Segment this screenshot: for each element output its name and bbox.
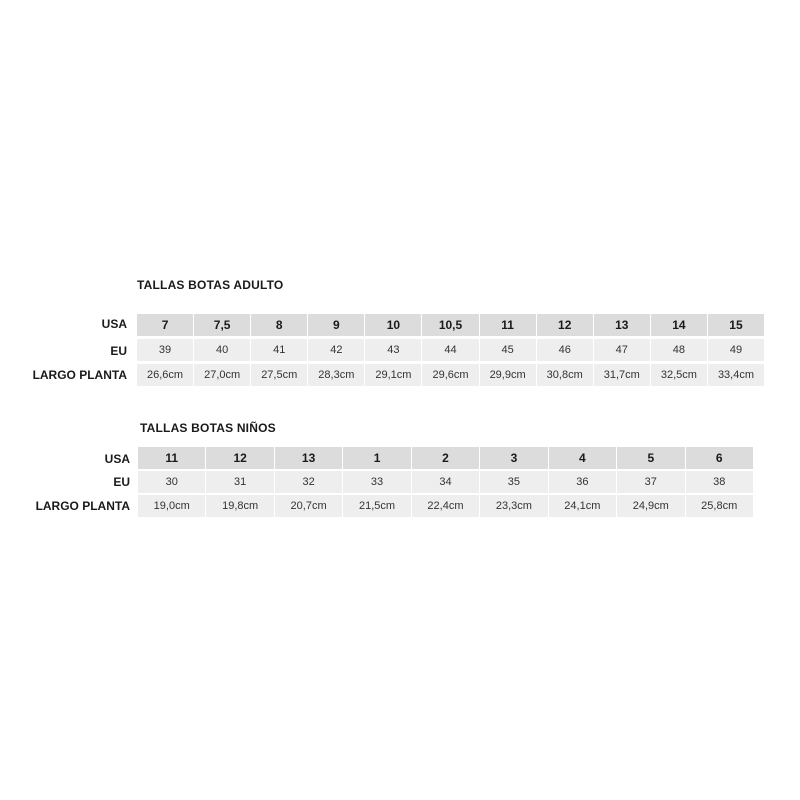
adult-usa-cell: 14: [651, 314, 708, 336]
adult-length-cell: 27,0cm: [194, 364, 251, 386]
adult-eu-cell: 45: [480, 339, 537, 361]
adult-eu-row: [137, 339, 764, 361]
adult-length-cell: 27,5cm: [251, 364, 308, 386]
kids-eu-cell: 36: [549, 471, 617, 493]
adult-table-title: TALLAS BOTAS ADULTO: [137, 278, 284, 292]
adult-length-label: LARGO PLANTA: [32, 368, 127, 382]
adult-eu-cell: 44: [422, 339, 479, 361]
adult-usa-cell: 13: [594, 314, 651, 336]
kids-usa-cell: 1: [343, 447, 411, 469]
adult-length-cell: 31,7cm: [594, 364, 651, 386]
adult-usa-cell: 7,5: [194, 314, 251, 336]
adult-eu-cell: 43: [365, 339, 422, 361]
adult-eu-cell: 42: [308, 339, 365, 361]
adult-length-cell: 28,3cm: [308, 364, 365, 386]
adult-usa-row: [137, 314, 764, 336]
adult-length-cell: 26,6cm: [137, 364, 194, 386]
adult-eu-cell: 40: [194, 339, 251, 361]
kids-usa-cell: 2: [412, 447, 480, 469]
kids-usa-cell: 4: [549, 447, 617, 469]
kids-length-cell: 21,5cm: [343, 495, 411, 517]
adult-length-cell: 33,4cm: [708, 364, 764, 386]
adult-usa-cell: 8: [251, 314, 308, 336]
kids-length-cell: 23,3cm: [480, 495, 548, 517]
kids-length-cell: 24,1cm: [549, 495, 617, 517]
kids-usa-cell: 11: [138, 447, 206, 469]
adult-usa-cell: 7: [137, 314, 194, 336]
kids-usa-cell: 12: [206, 447, 274, 469]
kids-eu-label: EU: [113, 475, 130, 489]
adult-usa-cell: 11: [480, 314, 537, 336]
kids-usa-label: USA: [104, 452, 130, 466]
kids-length-row: [138, 495, 753, 517]
adult-length-cell: 30,8cm: [537, 364, 594, 386]
kids-eu-cell: 30: [138, 471, 206, 493]
kids-usa-cell: 5: [617, 447, 685, 469]
adult-length-cell: 32,5cm: [651, 364, 708, 386]
adult-usa-cell: 10: [365, 314, 422, 336]
adult-eu-cell: 49: [708, 339, 764, 361]
adult-usa-cell: 12: [537, 314, 594, 336]
kids-eu-cell: 37: [617, 471, 685, 493]
adult-usa-label: USA: [101, 317, 127, 331]
adult-eu-cell: 41: [251, 339, 308, 361]
kids-eu-cell: 32: [275, 471, 343, 493]
kids-eu-cell: 33: [343, 471, 411, 493]
kids-length-cell: 20,7cm: [275, 495, 343, 517]
kids-eu-cell: 31: [206, 471, 274, 493]
kids-usa-cell: 6: [686, 447, 753, 469]
adult-eu-cell: 48: [651, 339, 708, 361]
kids-length-label: LARGO PLANTA: [35, 499, 130, 513]
adult-eu-cell: 39: [137, 339, 194, 361]
kids-eu-row: [138, 471, 753, 493]
adult-length-row: [137, 364, 764, 386]
kids-length-cell: 19,8cm: [206, 495, 274, 517]
kids-eu-cell: 34: [412, 471, 480, 493]
kids-usa-cell: 13: [275, 447, 343, 469]
kids-length-cell: 22,4cm: [412, 495, 480, 517]
kids-length-cell: 19,0cm: [138, 495, 206, 517]
adult-eu-label: EU: [110, 344, 127, 358]
kids-usa-cell: 3: [480, 447, 548, 469]
adult-usa-cell: 10,5: [422, 314, 479, 336]
adult-length-cell: 29,1cm: [365, 364, 422, 386]
adult-usa-cell: 15: [708, 314, 764, 336]
adult-usa-cell: 9: [308, 314, 365, 336]
kids-usa-row: [138, 447, 753, 469]
kids-eu-cell: 35: [480, 471, 548, 493]
adult-length-cell: 29,6cm: [422, 364, 479, 386]
kids-length-cell: 24,9cm: [617, 495, 685, 517]
adult-eu-cell: 47: [594, 339, 651, 361]
adult-length-cell: 29,9cm: [480, 364, 537, 386]
kids-eu-cell: 38: [686, 471, 753, 493]
kids-length-cell: 25,8cm: [686, 495, 753, 517]
kids-table-title: TALLAS BOTAS NIÑOS: [140, 421, 276, 435]
adult-eu-cell: 46: [537, 339, 594, 361]
